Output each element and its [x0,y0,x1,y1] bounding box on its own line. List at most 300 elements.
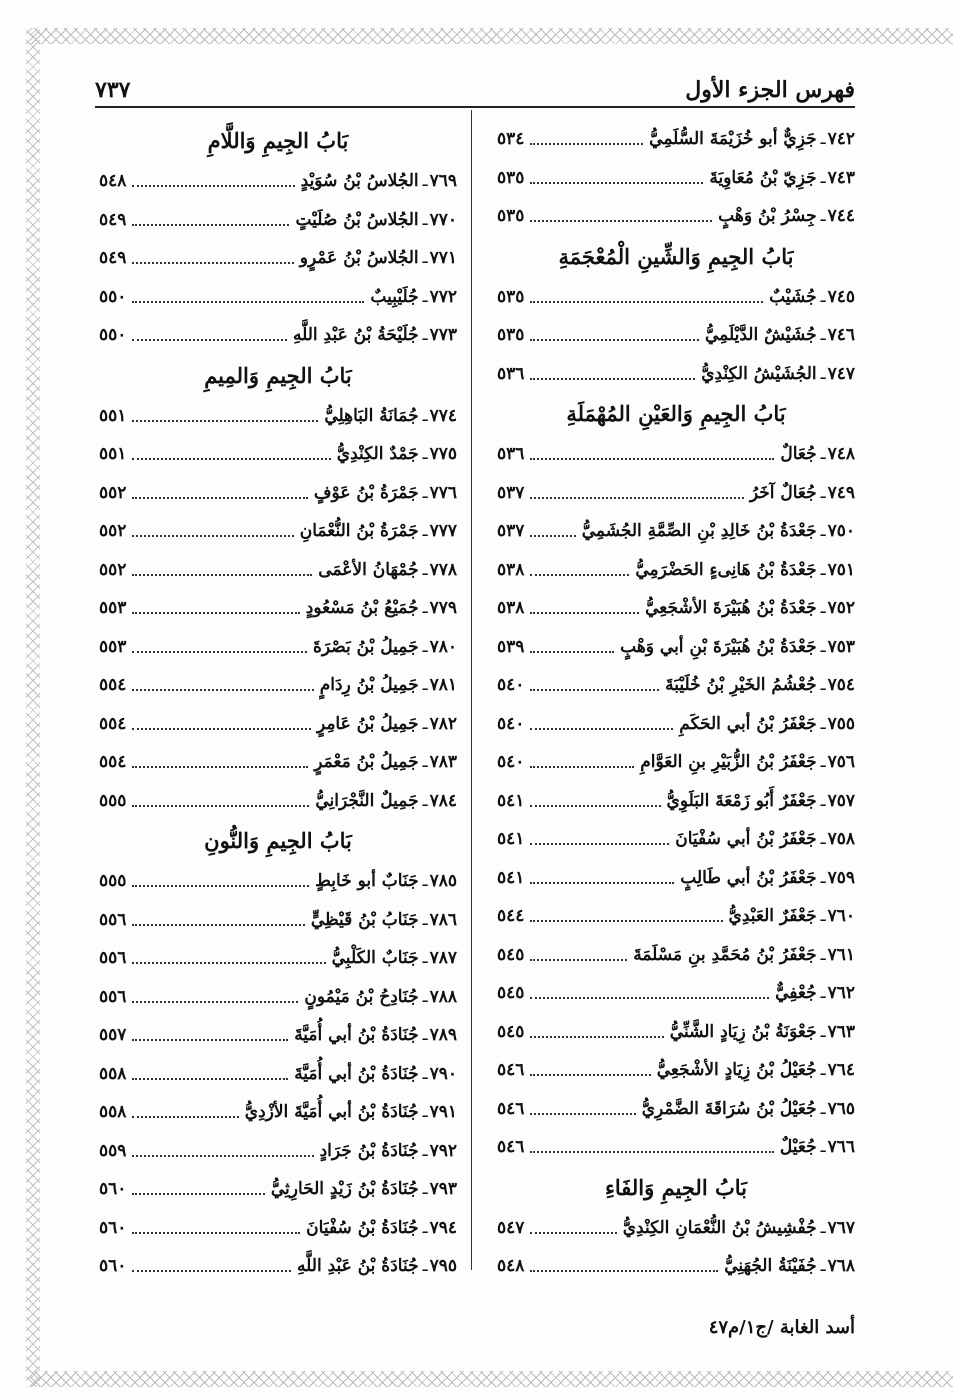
entry-page-number: ٥٥٣ [99,598,127,618]
entry-name: جُعْشُمُ الخَيْرِ بْنُ خُلَيْبَةَ [665,675,817,695]
entry-number: ٧٥٩ [827,867,855,888]
entry-number: ٧٨٥ [429,871,457,891]
entry-dash: ـ [422,444,428,464]
dot-leader [132,291,364,303]
dot-leader [530,987,769,999]
footer-signature: أسد الغابة /ج١/م٤٧ [708,1317,855,1338]
entry-page-number: ٥٣٥ [497,325,525,345]
entry-page-number: ٥٤٤ [497,906,525,926]
entry-name: جَعْفَرُ بْنُ أبي سُفْيَانَ [675,829,817,849]
entry-dash: ـ [422,286,428,307]
entry-page-number: ٥٤٠ [497,752,525,772]
entry-dash: ـ [820,363,826,384]
index-entry [497,1209,855,1248]
entry-page-number: ٥٥٢ [99,559,127,580]
entry-name: جَعْفَرُ بْنُ مُحَمَّدِ بنِ مَسْلَمَةَ [633,944,817,965]
entry-dash: ـ [820,206,826,226]
index-entry [99,316,457,355]
index-entry [99,397,457,436]
header-rule [95,106,855,108]
entry-page-number: ٥٣٤ [497,129,525,149]
entry-page-number: ٥٤٥ [497,944,525,965]
entry-number: ٧٧٨ [429,559,457,580]
entry-name: جُنَادَةُ بْنُ أبي أُمَيَّةَ [294,1025,419,1045]
entry-name: جَنَابٌ الكَلْبِيُّ [331,948,419,968]
dot-leader [530,172,703,184]
index-entry [99,705,457,744]
index-entry [99,901,457,940]
entry-dash: ـ [820,444,826,464]
entry-dash: ـ [820,713,826,734]
entry-dash: ـ [820,286,826,307]
index-entry [99,435,457,474]
dot-leader [132,1145,313,1157]
entry-number: ٧٦٤ [827,1060,855,1080]
entry-page-number: ٥٤٠ [497,713,525,734]
page-number: ٧٣٧ [95,77,131,103]
entry-number: ٧٧٣ [429,325,457,345]
entry-page-number: ٥٣٥ [497,206,525,226]
entry-number: ٧٥١ [827,559,855,580]
dot-leader [132,1260,291,1272]
entry-name: جُلَيْحَةُ بْنُ عَبْدِ اللَّهِ [292,325,419,345]
entry-page-number: ٥٥٦ [99,909,127,930]
entry-number: ٧٩٢ [429,1140,457,1161]
entry-page-number: ٥٥٤ [99,752,127,772]
dot-leader [132,875,309,887]
decorative-border-left [26,28,40,1387]
entry-number: ٧٦١ [827,944,855,965]
dot-leader [530,756,634,768]
entry-dash: ـ [422,1179,428,1199]
dot-leader [530,1103,635,1115]
entry-name: جِسْرُ بْنُ وَهْبٍ [718,206,817,226]
entry-dash: ـ [422,1256,428,1276]
section-title: بَابُ الجِيمِ وَالمِيمِ [204,362,352,388]
dot-leader [132,795,309,807]
dot-leader [132,718,311,730]
index-entry [497,551,855,590]
entry-page-number: ٥٤٨ [99,171,127,191]
dot-leader [132,487,308,499]
section-title: بَابُ الجِيمِ وَالنُّونِ [204,828,352,853]
dot-leader [132,1029,288,1041]
index-page [95,60,855,1350]
index-entry [497,1247,855,1286]
index-entry [99,628,457,667]
dot-leader [132,952,325,964]
entry-number: ٧٤٧ [827,363,855,384]
entry-number: ٧٧٩ [429,598,457,618]
entry-name: جَمِيلُ بْنُ رِدَامٍ [319,675,419,695]
entry-dash: ـ [820,1217,826,1238]
entry-number: ٧٤٩ [827,482,855,503]
entry-page-number: ٥٥١ [99,405,127,426]
index-entry [497,589,855,628]
entry-number: ٧٦٢ [827,983,855,1003]
index-entry [99,978,457,1017]
entry-page-number: ٥٣٧ [497,521,525,541]
entry-name: الجُلاسُ بْنُ صُلَيْتٍ [295,209,419,230]
entry-dash: ـ [422,713,428,734]
index-entry [497,897,855,936]
entry-dash: ـ [820,983,826,1003]
dot-leader [132,756,308,768]
entry-name: جُمْهَانُ الأعْمَى [318,559,419,580]
dot-leader [530,949,627,961]
entry-dash: ـ [422,209,428,230]
entry-page-number: ٥٥٦ [99,986,127,1007]
entry-page-number: ٥٥٨ [99,1102,127,1122]
dot-leader [530,1260,718,1272]
entry-name: جُنَادَةُ بْنُ أبي أُمَيَّةَ [294,1063,419,1084]
entry-name: جَعْفَرُ بْنُ أبي طَالِبٍ [680,867,817,888]
dot-leader [530,910,722,922]
index-entry [497,197,855,236]
entry-number: ٧٦٨ [827,1256,855,1276]
entry-number: ٧٧٦ [429,482,457,503]
dot-leader [132,214,289,226]
index-entry [497,936,855,975]
entry-number: ٧٦٠ [827,906,855,926]
entry-number: ٧٤٥ [827,286,855,307]
entry-dash: ـ [820,521,826,541]
entry-dash: ـ [820,559,826,580]
index-entry [99,1016,457,1055]
index-entry [497,512,855,551]
entry-name: جُعَيْلٌ [779,1137,817,1157]
entry-dash: ـ [422,405,428,426]
entry-dash: ـ [820,482,826,503]
index-entry [99,743,457,782]
entry-name: جُعَيْلُ بْنُ سُرَاقَةَ الضَّمْرِيُّ [641,1098,817,1119]
entry-page-number: ٥٣٦ [497,363,525,384]
dot-leader [530,872,674,884]
entry-name: جَعْوَنَةُ بْنُ زِيَادٍ الشَّنِّيُّ [669,1021,817,1042]
entry-number: ٧٥٨ [827,829,855,849]
section-title: بَابُ الجِيمِ وَاللَّامِ [207,128,349,153]
entry-name: جَعْدَةُ بْنُ خَالِدِ بْنِ الصِّمَّةِ الجُشَمِيُّ [581,521,817,541]
entry-dash: ـ [820,790,826,811]
entry-page-number: ٥٥٨ [99,1063,127,1084]
entry-dash: ـ [422,1063,428,1084]
entry-name: جَعْفَرُ بْنُ أبي الحَكَمِ [679,713,817,734]
entry-name: جَمِيلُ بْنُ مَعْمَرٍ [314,752,419,772]
entry-page-number: ٥٤٨ [497,1256,525,1276]
dot-leader [530,133,643,145]
entry-page-number: ٥٥٢ [99,482,127,503]
entry-number: ٧٥٤ [827,675,855,695]
entry-dash: ـ [820,325,826,345]
dot-leader [132,175,294,187]
entry-name: جَمْدٌ الكِنْدِيُّ [336,444,419,464]
entry-page-number: ٥٣٦ [497,444,525,464]
entry-page-number: ٥٤٩ [99,248,127,268]
entry-page-number: ٥٣٨ [497,559,525,580]
entry-dash: ـ [820,1060,826,1080]
entry-page-number: ٥٣٩ [497,636,525,657]
entry-dash: ـ [820,1256,826,1276]
entry-number: ٧٥٠ [827,521,855,541]
index-entry [99,512,457,551]
index-entry [99,1247,457,1286]
entry-name: جَعْدَةُ بْنُ هَانِىءٍ الحَضْرَمِيُّ [635,559,817,580]
index-entry [497,1090,855,1129]
entry-number: ٧٧٢ [429,286,457,307]
entry-page-number: ٥٦٠ [99,1179,127,1199]
entry-dash: ـ [422,1102,428,1122]
entry-dash: ـ [820,1021,826,1042]
entry-page-number: ٥٥٠ [99,286,127,307]
index-entry [99,1170,457,1209]
index-entry [497,1128,855,1167]
entry-name: الجُلاسُ بْنُ عَمْرٍو [299,248,419,268]
entry-page-number: ٥٤٧ [497,1217,525,1238]
entry-name: جُعَالٌ آخَرُ [749,482,817,503]
entry-dash: ـ [422,559,428,580]
dot-leader [132,252,293,264]
entry-dash: ـ [422,1140,428,1161]
dot-leader [132,991,298,1003]
dot-leader [530,368,695,380]
entry-dash: ـ [820,636,826,657]
column-divider [471,110,472,1270]
entry-dash: ـ [422,1217,428,1238]
entry-page-number: ٥٣٨ [497,598,525,618]
dot-leader [530,1141,773,1153]
index-entry [497,820,855,859]
dot-leader [132,329,287,341]
index-entry [99,162,457,201]
entry-name: جَعْفَرٌ أَبُو زَمْعَةَ البَلَوِيُّ [666,790,817,811]
entry-page-number: ٥٣٧ [497,482,525,503]
dot-leader [132,525,293,537]
entry-page-number: ٥٥٧ [99,1025,127,1045]
dot-leader [530,1222,616,1234]
entry-page-number: ٥٥٥ [99,871,127,891]
index-entry [497,1013,855,1052]
right-column [497,120,855,1286]
entry-number: ٧٨٦ [429,909,457,930]
decorative-border-bottom [30,1371,953,1387]
entry-number: ٧٧٠ [429,209,457,230]
entry-name: الجُلاسُ بْنُ سُوَيْدٍ [300,171,419,191]
dot-leader [530,718,673,730]
entry-number: ٧٧٧ [429,521,457,541]
entry-page-number: ٥٥١ [99,444,127,464]
entry-name: جُمَيْعُ بْنُ مَسْعُودٍ [305,598,419,618]
entry-dash: ـ [820,1098,826,1119]
entry-name: جَعْدَةُ بْنُ هُبَيْرَةَ بْنِ أبي وَهْبٍ [620,636,817,657]
entry-page-number: ٥٥٠ [99,325,127,345]
index-entry [497,316,855,355]
entry-number: ٧٧١ [429,248,457,268]
index-entry [99,239,457,278]
index-entry [497,782,855,821]
index-entry [99,1055,457,1094]
entry-number: ٧٨٢ [429,713,457,734]
index-entry [99,278,457,317]
entry-name: جُعَيْلُ بْنُ زِيَادٍ الأشْجَعِيُّ [656,1060,817,1080]
entry-name: جَنَابُ بْنُ قَيْظِيٍّ [310,909,419,930]
entry-dash: ـ [820,944,826,965]
entry-number: ٧٦٩ [429,171,457,191]
index-entry [99,551,457,590]
entry-name: جُنَادَةُ بْنُ أبي أُمَيَّةَ الأزْدِيُّ [244,1102,419,1122]
dot-leader [530,1064,650,1076]
dot-leader [530,602,639,614]
dot-leader [530,833,669,845]
entry-dash: ـ [422,871,428,891]
entry-page-number: ٥٥٥ [99,790,127,811]
entry-dash: ـ [820,598,826,618]
entry-number: ٧٤٨ [827,444,855,464]
dot-leader [132,410,318,422]
dot-leader [530,795,660,807]
dot-leader [132,448,330,460]
entry-number: ٧٦٣ [827,1021,855,1042]
entry-name: جَعْدَةُ بْنُ هُبَيْرَةَ الأشْجَعِيُّ [645,598,817,618]
index-entry [99,1209,457,1248]
entry-name: جُنَادَةُ بْنُ عَبْدِ اللَّهِ [297,1256,419,1276]
entry-dash: ـ [422,171,428,191]
entry-name: جَعْفَرٌ العَبْدِيُّ [728,906,817,926]
entry-number: ٧٩٣ [429,1179,457,1199]
index-entry [497,705,855,744]
index-entry [497,1051,855,1090]
entry-name: جَمِيلُ بْنُ عَامِرٍ [316,713,419,734]
entry-dash: ـ [422,482,428,503]
entry-page-number: ٥٤٩ [99,209,127,230]
entry-page-number: ٥٤٠ [497,675,525,695]
entry-name: جَمْرَةُ بْنُ النُّعْمَانِ [299,521,419,541]
dot-leader [530,679,659,691]
index-entry [99,782,457,821]
index-entry [497,120,855,159]
entry-dash: ـ [422,325,428,345]
entry-dash: ـ [422,636,428,657]
entry-number: ٧٤٣ [827,167,855,188]
section-title: بَابُ الجِيمِ وَالفَاءِ [604,1174,747,1200]
entry-dash: ـ [422,521,428,541]
entry-number: ٧٦٦ [827,1137,855,1157]
entry-page-number: ٥٣٥ [497,167,525,188]
entry-number: ٧٩٤ [429,1217,457,1238]
entry-page-number: ٥٥٩ [99,1140,127,1161]
entry-dash: ـ [422,986,428,1007]
dot-leader [530,210,712,222]
entry-number: ٧٩١ [429,1102,457,1122]
entry-page-number: ٥٤٥ [497,1021,525,1042]
entry-number: ٧٨٤ [429,790,457,811]
entry-number: ٧٦٧ [827,1217,855,1238]
dot-leader [530,641,614,653]
entry-number: ٧٤٤ [827,206,855,226]
entry-number: ٧٨٧ [429,948,457,968]
entry-number: ٧٩٠ [429,1063,457,1084]
dot-leader [530,291,763,303]
section-title: بَابُ الجِيمِ وَالعَيْنِ المُهْمَلَةِ [566,401,786,426]
left-column [99,120,457,1286]
entry-number: ٧٥٦ [827,752,855,772]
dot-leader [530,487,743,499]
entry-page-number: ٥٤١ [497,867,525,888]
dot-leader [132,1222,300,1234]
index-entry [497,743,855,782]
index-entry [497,974,855,1013]
entry-page-number: ٥٤١ [497,790,525,811]
dot-leader [132,1106,238,1118]
entry-name: جُشَيْشٌ الدَّيْلَمِيُّ [705,325,817,345]
entry-dash: ـ [422,752,428,772]
entry-name: جُنَادَةُ بْنُ جَرَادٍ [319,1140,419,1161]
entry-number: ٧٤٢ [827,129,855,149]
index-entry [497,435,855,474]
entry-dash: ـ [820,675,826,695]
entry-number: ٧٩٥ [429,1256,457,1276]
entry-number: ٧٨٠ [429,636,457,657]
index-entry [497,474,855,513]
dot-leader [530,1026,663,1038]
entry-dash: ـ [820,752,826,772]
index-entry [99,474,457,513]
entry-number: ٧٥٧ [827,790,855,811]
index-entry [99,1093,457,1132]
entry-name: جُنَادَةُ بْنُ زَيْدٍ الحَارِثِيُّ [270,1179,419,1199]
index-entry [497,628,855,667]
entry-name: جُلَيْبِيبٌ [370,286,419,307]
entry-name: جُفْشِيشُ بْنُ النُّعْمَانِ الكِنْدِيُّ [622,1217,817,1238]
entry-page-number: ٥٥٦ [99,948,127,968]
entry-dash: ـ [422,909,428,930]
entry-dash: ـ [820,829,826,849]
entry-dash: ـ [422,248,428,268]
entry-dash: ـ [422,675,428,695]
entry-dash: ـ [820,906,826,926]
entry-number: ٧٤٦ [827,325,855,345]
dot-leader [132,914,305,926]
entry-page-number: ٥٣٥ [497,286,525,307]
index-entry [99,666,457,705]
entry-name: جُعْفِيٌّ [775,983,817,1003]
entry-name: جَزِيّ بْنُ مُعَاوِيَةَ [709,167,817,188]
entry-name: جَعْفَرُ بْنُ الزُّبَيْرِ بنِ العَوَّامِ [640,752,817,772]
entry-page-number: ٥٥٤ [99,675,127,695]
entry-number: ٧٨٨ [429,986,457,1007]
entry-name: جَزِيٌّ أبو خُزَيْمَةَ السُّلَمِيُّ [649,129,817,149]
index-entry [99,589,457,628]
entry-number: ٧٦٥ [827,1098,855,1119]
entry-name: جُشَيْبٌ [769,286,817,307]
entry-page-number: ٥٤١ [497,829,525,849]
dot-leader [530,448,774,460]
index-entry [99,939,457,978]
index-entry [497,355,855,394]
entry-name: جُمَانَةُ البَاهِلِيُّ [324,405,419,426]
index-entry [497,859,855,898]
entry-page-number: ٥٦٠ [99,1256,127,1276]
entry-dash: ـ [820,1137,826,1157]
dot-leader [132,1183,264,1195]
entry-name: جَمْرَةُ بْنُ عَوْفٍ [313,482,419,503]
dot-leader [132,679,313,691]
entry-dash: ـ [422,790,428,811]
entry-name: جَمِيلُ بْنُ بَصْرَةَ [312,636,419,657]
entry-name: الجُشَيْشُ الكِنْدِيُّ [701,363,817,384]
entry-page-number: ٥٥٤ [99,713,127,734]
entry-number: ٧٥٥ [827,713,855,734]
entry-page-number: ٥٤٦ [497,1060,525,1080]
